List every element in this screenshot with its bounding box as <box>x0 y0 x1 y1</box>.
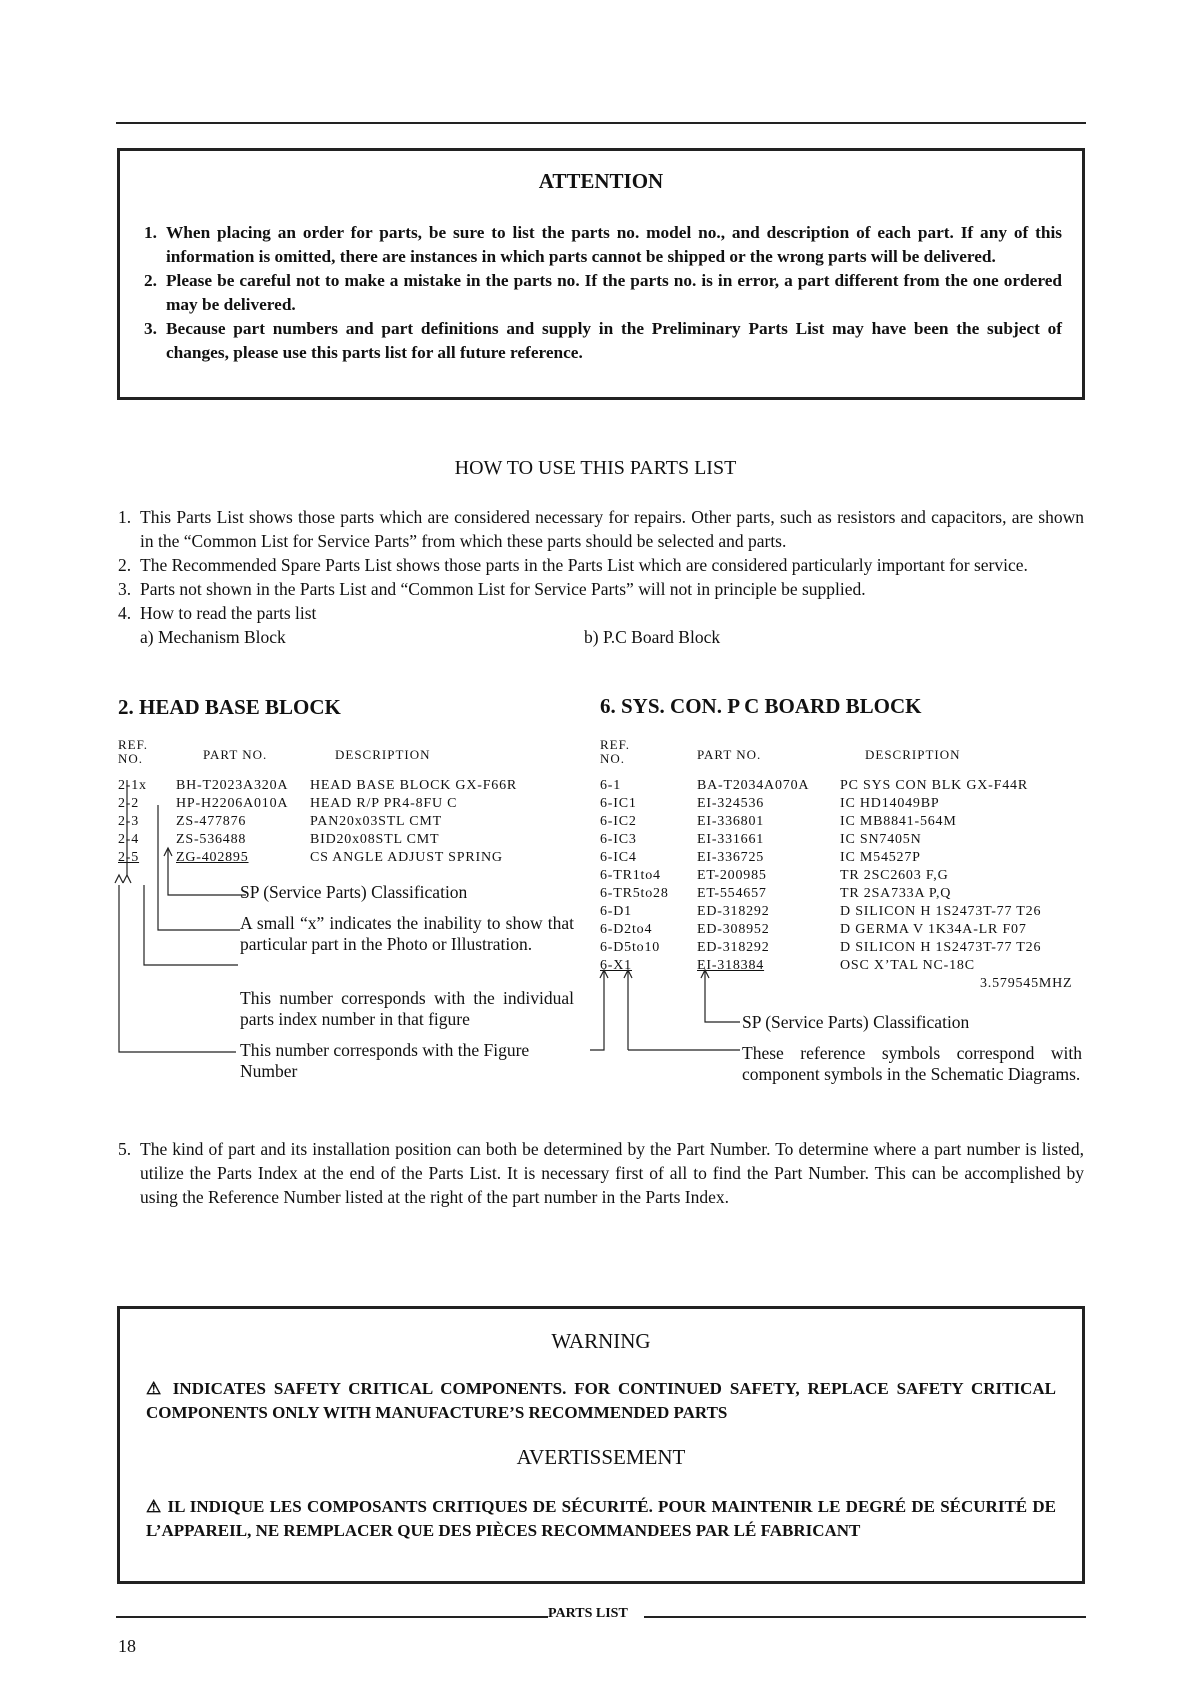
avertissement-title: AVERTISSEMENT <box>516 1445 686 1469</box>
head-base-col-desc: DESCRIPTION <box>335 747 431 762</box>
table-cell: IC SN7405N <box>840 832 922 847</box>
attention-box <box>117 148 1085 400</box>
table-row: 6-X1 <box>600 958 632 973</box>
table-cell: EI-336801 <box>697 814 765 829</box>
table-row: 6-IC4 <box>600 850 637 865</box>
table-cell: IC M54527P <box>840 850 921 865</box>
table-row: 2-5 <box>118 850 140 865</box>
table-row: 6-1 <box>600 778 622 793</box>
table-cell: 3.579545MHZ <box>980 976 1073 991</box>
table-cell: HP-H2206A010A <box>176 796 289 811</box>
table-cell: BH-T2023A320A <box>176 778 289 793</box>
table-cell: IC MB8841-564M <box>840 814 957 829</box>
table-cell: OSC X’TAL NC-18C <box>840 958 975 973</box>
footer-label: PARTS LIST <box>548 1606 628 1621</box>
howto-sub-b: b) P.C Board Block <box>584 627 721 647</box>
head-base-col-ref: REF. NO. <box>118 737 149 766</box>
head-base-col-part: PART NO. <box>203 747 268 762</box>
table-cell: D GERMA V 1K34A-LR F07 <box>840 922 1027 937</box>
howto-item: 1. This Parts List shows those parts which are considered necessary for repairs. Other parts, such as resistors and capacitors, are shown in the “Common List for Service Parts” from which these parts should be selected and parts. <box>118 507 1084 551</box>
table-cell: D SILICON H 1S2473T-77 T26 <box>840 904 1042 919</box>
syscon-note-sp: SP (Service Parts) Classification <box>742 1012 970 1032</box>
attention-item: 3. Because part numbers and part definitions and supply in the Preliminary Parts List may have been the subject of changes, please use this parts list for all future reference. <box>144 319 1062 362</box>
howto-item: 2. The Recommended Spare Parts List shows those parts in the Parts List which are considered particularly important for service. <box>118 555 1028 575</box>
table-cell: TR 2SA733A P,Q <box>840 886 952 901</box>
table-cell: HEAD BASE BLOCK GX-F66R <box>310 778 518 793</box>
table-row: 2-3 <box>118 814 140 829</box>
attention-item: 1. When placing an order for parts, be sure to list the parts no. model no., and description of each part. If any of this information is omitted, there are instances in which parts cannot be shipped or the wrong parts will be delivered. <box>144 223 1062 266</box>
head-base-note-sp: SP (Service Parts) Classification <box>240 882 468 902</box>
head-base-title: 2. HEAD BASE BLOCK <box>118 695 341 719</box>
table-row: 6-TR5to28 <box>600 886 669 901</box>
head-base-note-x: A small “x” indicates the inability to show that particular part in the Photo or Illustration. <box>240 913 574 954</box>
table-cell: HEAD R/P PR4-8FU C <box>310 796 458 811</box>
howto-subitems <box>118 625 1084 649</box>
warning-text: ⚠ INDICATES SAFETY CRITICAL COMPONENTS. FOR CONTINUED SAFETY, REPLACE SAFETY CRITICAL COMPONENTS ONLY WITH MANUFACTURE’S RECOMMENDED PARTS <box>146 1379 1056 1422</box>
table-cell: ED-318292 <box>697 940 770 955</box>
attention-item: 2. Please be careful not to make a mistake in the parts no. If the parts no. is in error, a part different from the one ordered may be delivered. <box>144 271 1062 314</box>
table-cell: ED-318292 <box>697 904 770 919</box>
howto-title: HOW TO USE THIS PARTS LIST <box>454 457 737 479</box>
warning-box <box>117 1306 1085 1584</box>
table-row: 6-TR1to4 <box>600 868 661 883</box>
table-cell: ED-308952 <box>697 922 770 937</box>
page-number: 18 <box>118 1636 136 1656</box>
syscon-col-ref: REF. NO. <box>600 737 631 766</box>
howto-item: 3. Parts not shown in the Parts List and “Common List for Service Parts” will not in principle be supplied. <box>118 579 866 599</box>
attention-list <box>144 221 1062 365</box>
avertissement-text: ⚠ IL INDIQUE LES COMPOSANTS CRITIQUES DE SÉCURITÉ. POUR MAINTENIR LE DEGRÉ DE SÉCURITÉ DE L’APPAREIL, NE REMPLACER QUE DES PIÈCES RECOMMANDEES PAR LÉ FABRICANT <box>146 1497 1056 1540</box>
howto-item: 4. How to read the parts list <box>118 603 317 623</box>
syscon-col-desc: DESCRIPTION <box>865 747 961 762</box>
table-cell: ET-200985 <box>697 868 767 883</box>
table-row: 6-D2to4 <box>600 922 653 937</box>
attention-title: ATTENTION <box>538 169 664 193</box>
table-cell: BA-T2034A070A <box>697 778 810 793</box>
table-cell: TR 2SC2603 F,G <box>840 868 949 883</box>
table-row: 6-IC1 <box>600 796 637 811</box>
table-row: 2-2 <box>118 796 140 811</box>
table-cell: BID20x08STL CMT <box>310 832 440 847</box>
howto-item-5: 5. The kind of part and its installation position can both be determined by the Part Number. To determine where a part number is listed, utilize the Parts Index at the end of the Parts List. It is necessary first of all to find the Part Number. This can be accomplished by using the Reference Number listed at the right of the part number in the Parts Index. <box>118 1139 1084 1207</box>
syscon-note-ref: These reference symbols correspond with component symbols in the Schematic Diagrams. <box>742 1043 1082 1084</box>
table-cell: CS ANGLE ADJUST SPRING <box>310 850 503 865</box>
table-cell: PAN20x03STL CMT <box>310 814 442 829</box>
table-cell: EI-331661 <box>697 832 765 847</box>
table-cell: ZS-536488 <box>176 832 247 847</box>
footer-rule-left <box>116 1616 548 1618</box>
table-cell: ET-554657 <box>697 886 767 901</box>
howto-sub-a: a) Mechanism Block <box>140 627 286 647</box>
table-row: 2-1x <box>118 778 147 793</box>
table-cell: EI-324536 <box>697 796 765 811</box>
table-cell: ZS-477876 <box>176 814 247 829</box>
table-row: 6-IC2 <box>600 814 637 829</box>
table-cell: D SILICON H 1S2473T-77 T26 <box>840 940 1042 955</box>
top-rule <box>116 122 1086 124</box>
table-row: 2-4 <box>118 832 140 847</box>
table-cell: ZG-402895 <box>176 850 249 865</box>
table-cell: EI-318384 <box>697 958 765 973</box>
syscon-leader-lines <box>590 960 750 1060</box>
syscon-title: 6. SYS. CON. P C BOARD BLOCK <box>600 694 922 718</box>
syscon-leader-line-ref <box>628 1048 748 1058</box>
footer-rule-right <box>644 1616 1086 1618</box>
syscon-col-part: PART NO. <box>697 747 762 762</box>
howto-list <box>118 505 1084 649</box>
table-row: 6-D1 <box>600 904 632 919</box>
table-row: 6-D5to10 <box>600 940 661 955</box>
head-base-note-fig: This number corresponds with the Figure Number <box>240 1040 530 1081</box>
table-row: 6-IC3 <box>600 832 637 847</box>
table-cell: IC HD14049BP <box>840 796 940 811</box>
table-cell: EI-336725 <box>697 850 765 865</box>
warning-title: WARNING <box>551 1329 651 1353</box>
head-base-note-index: This number corresponds with the individual parts index number in that figure <box>240 988 574 1029</box>
table-cell: PC SYS CON BLK GX-F44R <box>840 778 1028 793</box>
